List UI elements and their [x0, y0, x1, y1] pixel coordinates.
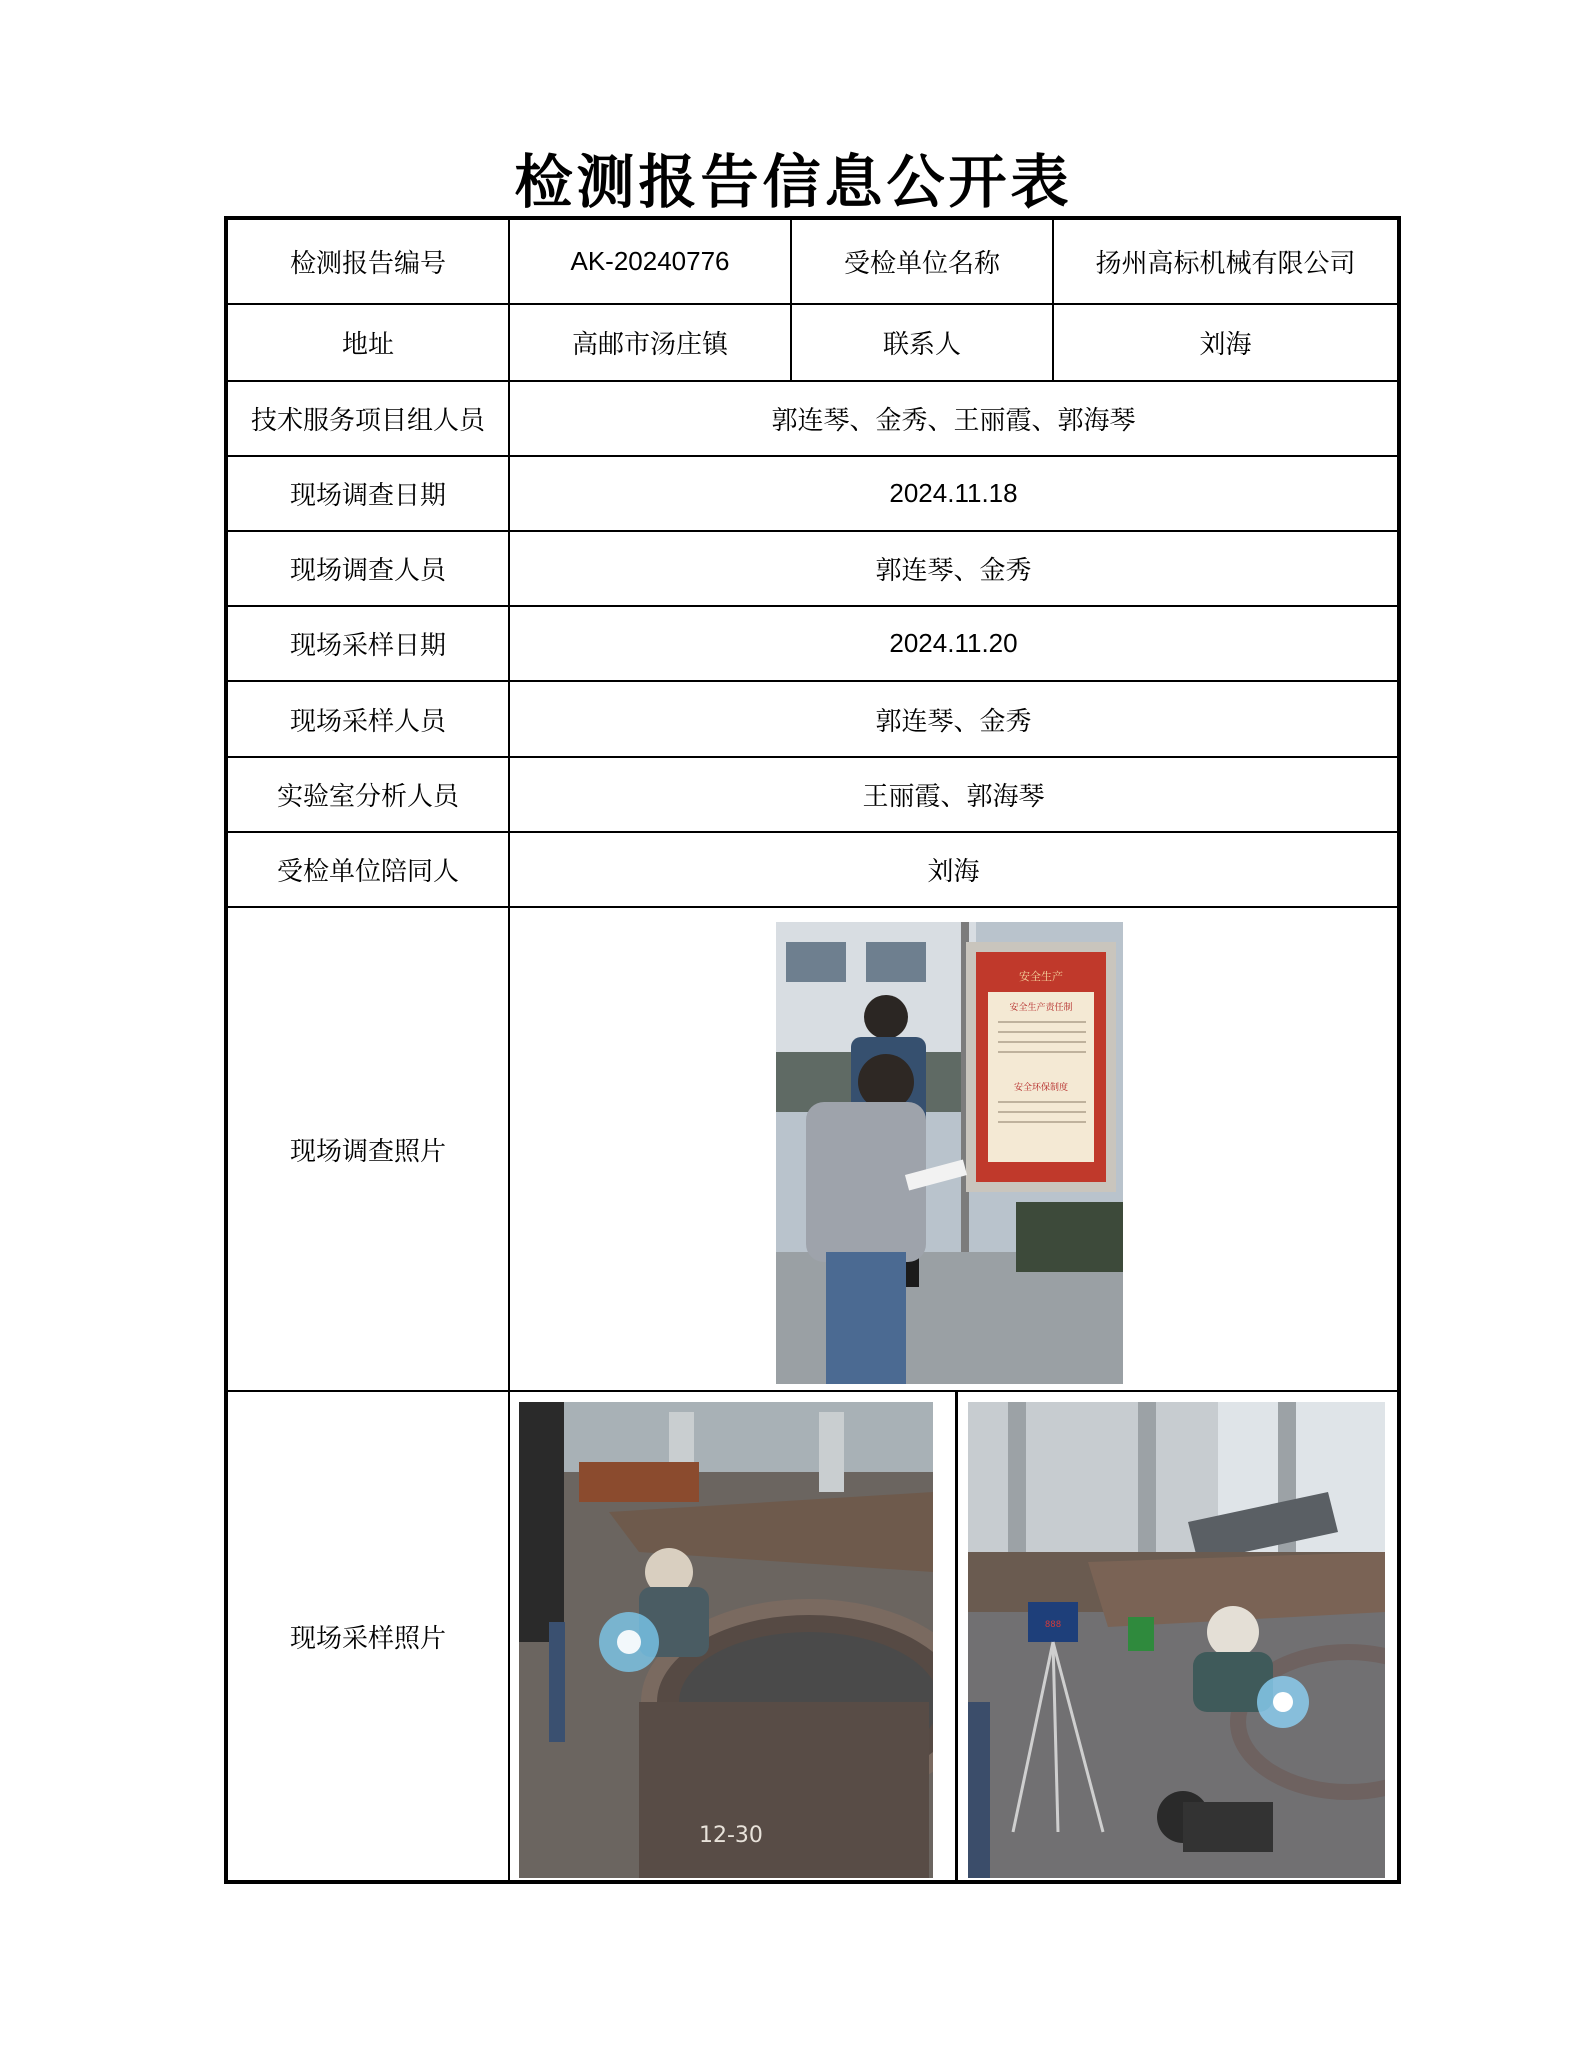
- sampling-photo-label: 现场采样照片: [289, 1623, 446, 1654]
- address-value: 高邮市汤庄镇: [571, 330, 728, 360]
- sampling-staff-label: 现场采样人员: [289, 706, 446, 737]
- address-label: 地址: [341, 330, 394, 360]
- poster-line-2: 安全环保制度: [1013, 1083, 1069, 1093]
- unit-value: 扬州高标机械有限公司: [1095, 249, 1356, 279]
- contact-value: 刘海: [1199, 330, 1252, 360]
- escort-label: 受检单位陪同人: [276, 857, 459, 887]
- sampling-date-value: 2024.11.20: [889, 628, 1018, 658]
- sampling-staff-value: 郭连琴、金秀: [875, 706, 1032, 737]
- svg-text:888: 888: [1044, 1620, 1062, 1630]
- team-label: 技术服务项目组人员: [250, 406, 485, 436]
- svg-text:12-30: 12-30: [699, 1823, 763, 1848]
- lab-staff-label: 实验室分析人员: [276, 782, 459, 812]
- survey-staff-value: 郭连琴、金秀: [875, 556, 1032, 586]
- survey-photo: [776, 922, 1123, 1384]
- report-no-value: AK-20240776: [570, 246, 730, 276]
- sampling-date-label: 现场采样日期: [289, 631, 446, 661]
- sampling-photo-2: [968, 1402, 1385, 1878]
- unit-label: 受检单位名称: [843, 249, 1000, 279]
- poster-line-1: 安全生产责任制: [1009, 1003, 1073, 1013]
- survey-date-label: 现场调查日期: [289, 481, 446, 511]
- page-title: 检测报告信息公开表: [514, 148, 1073, 216]
- info-table: [224, 216, 1401, 1884]
- survey-photo-label: 现场调查照片: [289, 1136, 446, 1167]
- team-value: 郭连琴、金秀、王丽霞、郭海琴: [771, 406, 1136, 436]
- svg-text:安全生产: 安全生产: [1019, 970, 1063, 983]
- survey-staff-label: 现场调查人员: [289, 556, 446, 586]
- report-no-label: 检测报告编号: [289, 249, 446, 279]
- escort-value: 刘海: [927, 857, 980, 887]
- sampling-photo-1: [519, 1402, 933, 1878]
- contact-label: 联系人: [882, 330, 961, 360]
- lab-staff-value: 王丽霞、郭海琴: [862, 782, 1045, 812]
- survey-date-value: 2024.11.18: [889, 478, 1018, 508]
